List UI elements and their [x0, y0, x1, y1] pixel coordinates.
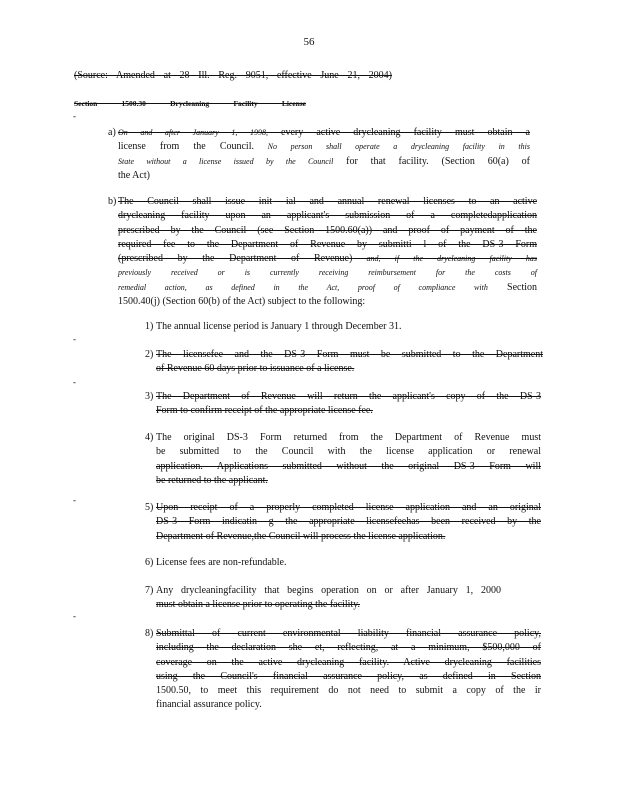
margin-mark: -	[73, 611, 76, 621]
text-run: License fees are non-refundable.	[156, 557, 287, 568]
text-run: 1500.50, to meet this requirement do not need to submit a copy of the ir	[156, 685, 541, 697]
text-line	[156, 362, 543, 376]
text-line	[156, 348, 543, 362]
text-line	[118, 252, 537, 266]
item-label: 1)	[145, 321, 154, 332]
struck-text: of Revenue 60 days prior to issuance of a license.	[156, 363, 355, 375]
text-run: for that facility. (Section 60(a) of	[333, 155, 530, 167]
struck-text: (prescribed by the Department of Revenue)	[118, 253, 353, 265]
struck-text: using the Council's financial assurance policy, as defined in Section	[156, 670, 541, 682]
text-line	[156, 404, 541, 418]
text-line	[156, 460, 541, 474]
struck-text: Department of Revenue,the Council will process the license application.	[156, 530, 446, 542]
text-line	[156, 530, 541, 544]
text-line	[118, 209, 537, 223]
item-text	[156, 320, 456, 334]
struck-text: every active drycleaning facility must obtain a	[267, 127, 530, 138]
text-line	[156, 501, 541, 515]
text-line	[118, 238, 537, 252]
text-run: remedial action, as defined in the Act, proof of compliance with	[118, 282, 488, 292]
item-text	[156, 556, 406, 570]
item-text	[156, 501, 541, 544]
item-text	[156, 584, 501, 613]
text-line	[156, 320, 456, 334]
text-run: license from the Council.	[118, 141, 254, 153]
text-run: Any drycleaningfacility that begins operation on or after January 1, 2000	[156, 585, 501, 596]
text-line	[156, 390, 541, 404]
text-line	[156, 445, 541, 459]
item-label: 5)	[145, 502, 154, 513]
text-line	[118, 155, 530, 169]
text-line	[118, 295, 537, 309]
text-line	[156, 474, 541, 488]
item-label: 4)	[145, 432, 154, 443]
struck-text: Upon receipt of a properly completed license application and an original	[156, 502, 541, 513]
struck-text: Submittal of current environmental liability financial assurance policy,	[156, 628, 541, 639]
struck-text: application. Applications submitted without the original DS-3 Form will	[156, 460, 541, 472]
text-run: State without a license issued by the Council	[118, 156, 334, 166]
item-text	[156, 627, 541, 713]
text-line	[118, 126, 530, 140]
text-line	[118, 169, 530, 183]
text-line	[156, 584, 501, 598]
text-run: 1500.40(j) (Section 60(b) of the Act) subject to the following:	[118, 296, 366, 308]
page-number: 56	[303, 36, 315, 48]
struck-text: The Council shall issue init	[118, 196, 273, 207]
item-label: 2)	[145, 349, 154, 360]
struck-text: The licensefee and the DS-3 Form must be submitted to the Department	[156, 349, 543, 360]
struck-text: drycleaning facility upon an applicant's submission of a completedapplication	[118, 210, 537, 222]
item-label: 8)	[145, 628, 154, 639]
item-text	[156, 431, 541, 488]
section-heading: Section 1500.30 Drycleaning Facility License	[74, 99, 306, 108]
text-line	[118, 281, 537, 295]
item-label: 6)	[145, 557, 154, 568]
struck-text: be returned to the applicant.	[156, 474, 268, 486]
text-line	[118, 224, 537, 238]
text-line	[156, 598, 501, 612]
text-run: Section	[487, 281, 537, 293]
struck-text: DS-3 Form indicatin g the appropriate licensefeehas been received by the	[156, 516, 541, 528]
text-line	[156, 627, 541, 641]
text-line	[118, 140, 530, 154]
text-line	[156, 684, 541, 698]
text-line	[156, 515, 541, 529]
text-run: The original DS-3 Form returned from the Department of Revenue must	[156, 432, 541, 443]
item-text	[118, 195, 537, 309]
text-run: be submitted to the Council with the license application or renewal	[156, 446, 541, 458]
text-run: The annual license period is January 1 through December 31.	[156, 321, 402, 332]
struck-text: coverage on the active drycleaning facility. Active drycleaning facilities	[156, 656, 541, 668]
struck-text: and, if the drycleaning facility has	[352, 254, 537, 264]
text-line	[156, 656, 541, 670]
struck-text: The Department of Revenue will return the applicant's copy of the DS-3	[156, 391, 541, 402]
item-text	[156, 390, 541, 419]
text-line	[156, 698, 541, 712]
margin-mark: -	[73, 111, 76, 121]
item-label: 3)	[145, 391, 154, 402]
margin-mark: -	[73, 334, 76, 344]
struck-text: ial and annual renewal licenses to an active	[272, 196, 538, 207]
struck-text: must obtain a license prior to operating the facility.	[156, 599, 361, 611]
text-run: previously received or is currently receiving reimbursement for the costs of	[118, 268, 537, 278]
item-label: 7)	[145, 585, 154, 596]
struck-text: including the declaration she et, reflecting, at a minimum, $500,000 of	[156, 642, 541, 654]
item-text	[156, 348, 543, 377]
text-run: the Act)	[118, 169, 150, 181]
text-run: No person shall operate a drycleaning facility in this	[253, 142, 530, 152]
text-line	[156, 641, 541, 655]
item-label: b)	[108, 196, 117, 207]
item-label: a)	[108, 127, 116, 138]
margin-mark: -	[73, 377, 76, 387]
text-line	[156, 431, 541, 445]
text-line	[118, 195, 537, 209]
struck-text: prescribed by the Council (see Section 1500.60(a)) and proof of payment of the	[118, 224, 537, 236]
text-line	[156, 670, 541, 684]
item-text	[118, 126, 530, 183]
text-line	[118, 266, 537, 280]
text-run: financial assurance policy.	[156, 699, 262, 711]
text-line	[156, 556, 406, 570]
struck-text: On and after January 1, 1998,	[118, 128, 268, 137]
struck-text: Form to confirm receipt of the appropriate license fee.	[156, 405, 373, 417]
struck-text: required fee to the Department of Revenue by submitti l of the DS-3 Form	[118, 238, 537, 250]
source-note: (Source: Amended at 28 Ill. Reg. 9051, effective June 21, 2004)	[74, 70, 392, 81]
margin-mark: -	[73, 495, 76, 505]
